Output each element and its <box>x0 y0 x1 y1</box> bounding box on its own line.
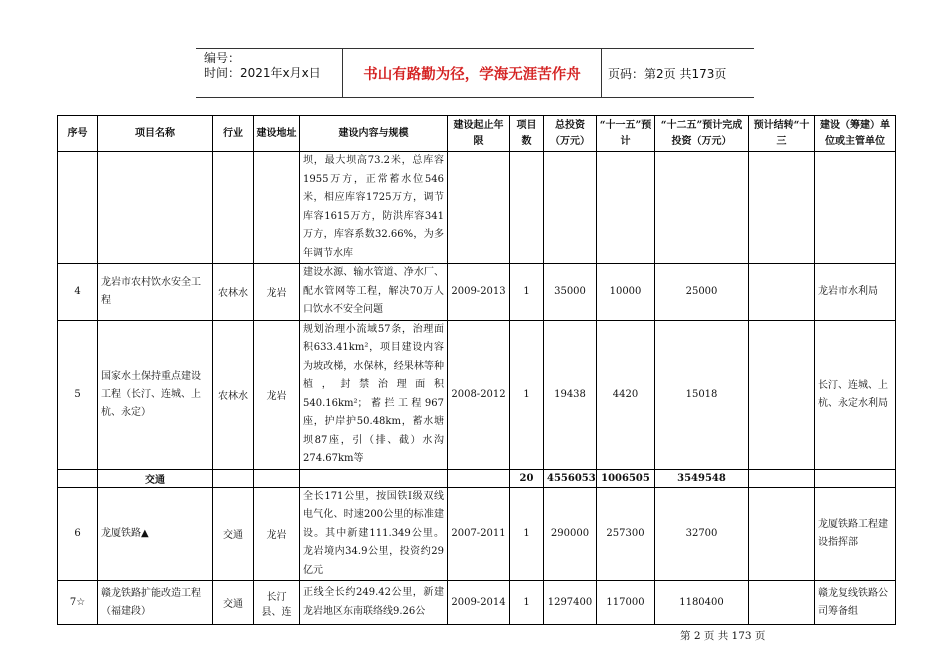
cell-name <box>98 152 213 264</box>
cell-eleventh: 1006505 <box>597 469 655 487</box>
cell-name: 交通 <box>98 469 213 487</box>
cell-name: 龙厦铁路▲ <box>98 487 213 581</box>
table-row-category <box>58 469 896 487</box>
cell-name: 龙岩市农村饮水安全工程 <box>98 264 213 321</box>
cell-unit <box>815 152 896 264</box>
page-footer: 第 2 页 共 173 页 <box>680 630 766 642</box>
cell-unit: 赣龙复线铁路公司筹备组 <box>815 581 896 625</box>
header-count: 项目数 <box>510 116 544 152</box>
header-eleventh: “十一五”预计 <box>597 116 655 152</box>
cell-content: 坝，最大坝高73.2米，总库容1955万方，正常蓄水位546米，相应库容1725万方，调节库容1615万方，防洪库容341万方，库容系数32.66%，为多年调节水库 <box>300 152 448 264</box>
cell-seq: 4 <box>58 264 98 321</box>
cell-period: 2009-2013 <box>448 264 510 321</box>
project-table <box>57 115 896 625</box>
table-row <box>58 581 896 625</box>
cell-seq: 6 <box>58 487 98 581</box>
cell-total: 4556053 <box>544 469 597 487</box>
cell-seq <box>58 469 98 487</box>
cell-twelfth <box>655 152 749 264</box>
header-twelfth: “十二五”预计完成投资（万元） <box>655 116 749 152</box>
cell-location: 龙岩 <box>254 320 300 469</box>
cell-period: 2007-2011 <box>448 487 510 581</box>
header-carry: 预计结转“十三 <box>749 116 815 152</box>
cell-eleventh: 117000 <box>597 581 655 625</box>
header-period: 建设起止年限 <box>448 116 510 152</box>
cell-count: 1 <box>510 320 544 469</box>
motto: 书山有路勤为径，学海无涯苦作舟 <box>342 49 602 97</box>
cell-location <box>254 469 300 487</box>
cell-carry <box>749 469 815 487</box>
page-header <box>196 48 754 98</box>
cell-content: 规划治理小流域57条，治理面积633.41km²，项目建设内容为坡改梯，水保林，经果林等种植，封禁治理面积540.16km²；蓄拦工程967座，护岸护50.48km，蓄水塘坝87座，引（排、截）水沟274.67km等 <box>300 320 448 469</box>
header-meta <box>204 51 321 81</box>
page-label: 页码：第2页 共173页 <box>608 67 727 81</box>
cell-eleventh: 4420 <box>597 320 655 469</box>
cell-period <box>448 469 510 487</box>
cell-count: 1 <box>510 487 544 581</box>
cell-location: 龙岩 <box>254 487 300 581</box>
table-row <box>58 152 896 264</box>
time-label: 时间：2021年x月x日 <box>204 66 321 80</box>
cell-eleventh: 10000 <box>597 264 655 321</box>
cell-twelfth: 15018 <box>655 320 749 469</box>
table-row <box>58 264 896 321</box>
cell-industry: 农林水 <box>213 320 254 469</box>
cell-count: 1 <box>510 581 544 625</box>
cell-carry <box>749 487 815 581</box>
cell-carry <box>749 264 815 321</box>
cell-total: 290000 <box>544 487 597 581</box>
cell-unit <box>815 469 896 487</box>
cell-carry <box>749 152 815 264</box>
cell-seq: 7☆ <box>58 581 98 625</box>
header-location: 建设地址 <box>254 116 300 152</box>
cell-twelfth: 1180400 <box>655 581 749 625</box>
cell-period: 2009-2014 <box>448 581 510 625</box>
cell-count <box>510 152 544 264</box>
cell-content: 正线全长约249.42公里，新建龙岩地区东南联络线9.26公 <box>300 581 448 625</box>
cell-period: 2008-2012 <box>448 320 510 469</box>
cell-total: 19438 <box>544 320 597 469</box>
cell-industry: 农林水 <box>213 264 254 321</box>
code-label: 编号： <box>204 51 241 65</box>
cell-name: 国家水土保持重点建设工程（长汀、连城、上杭、永定） <box>98 320 213 469</box>
table-header-row <box>58 116 896 152</box>
cell-seq <box>58 152 98 264</box>
cell-unit: 龙岩市水利局 <box>815 264 896 321</box>
table-row <box>58 487 896 581</box>
cell-carry <box>749 320 815 469</box>
cell-location: 龙岩 <box>254 264 300 321</box>
cell-seq: 5 <box>58 320 98 469</box>
cell-eleventh <box>597 152 655 264</box>
header-content: 建设内容与规模 <box>300 116 448 152</box>
header-total: 总投资（万元） <box>544 116 597 152</box>
cell-content: 建设水源、输水管道、净水厂、配水管网等工程，解决70万人口饮水不安全问题 <box>300 264 448 321</box>
cell-name: 赣龙铁路扩能改造工程（福建段） <box>98 581 213 625</box>
header-industry: 行业 <box>213 116 254 152</box>
cell-twelfth: 25000 <box>655 264 749 321</box>
cell-count: 20 <box>510 469 544 487</box>
cell-industry: 交通 <box>213 581 254 625</box>
header-name: 项目名称 <box>98 116 213 152</box>
table-row <box>58 320 896 469</box>
cell-unit: 长汀、连城、上杭、永定水利局 <box>815 320 896 469</box>
header-unit: 建设（筹建）单位或主管单位 <box>815 116 896 152</box>
cell-total <box>544 152 597 264</box>
cell-total: 35000 <box>544 264 597 321</box>
cell-industry: 交通 <box>213 487 254 581</box>
cell-unit: 龙厦铁路工程建设指挥部 <box>815 487 896 581</box>
cell-twelfth: 32700 <box>655 487 749 581</box>
cell-location <box>254 152 300 264</box>
cell-count: 1 <box>510 264 544 321</box>
cell-location: 长汀县、连 <box>254 581 300 625</box>
cell-content: 全长171公里，按国铁Ⅰ级双线电气化、时速200公里的标准建设。其中新建111.349公里。龙岩境内34.9公里，投资约29亿元 <box>300 487 448 581</box>
cell-industry <box>213 469 254 487</box>
cell-twelfth: 3549548 <box>655 469 749 487</box>
cell-content <box>300 469 448 487</box>
header-seq: 序号 <box>58 116 98 152</box>
cell-total: 1297400 <box>544 581 597 625</box>
cell-eleventh: 257300 <box>597 487 655 581</box>
cell-industry <box>213 152 254 264</box>
cell-period <box>448 152 510 264</box>
cell-carry <box>749 581 815 625</box>
